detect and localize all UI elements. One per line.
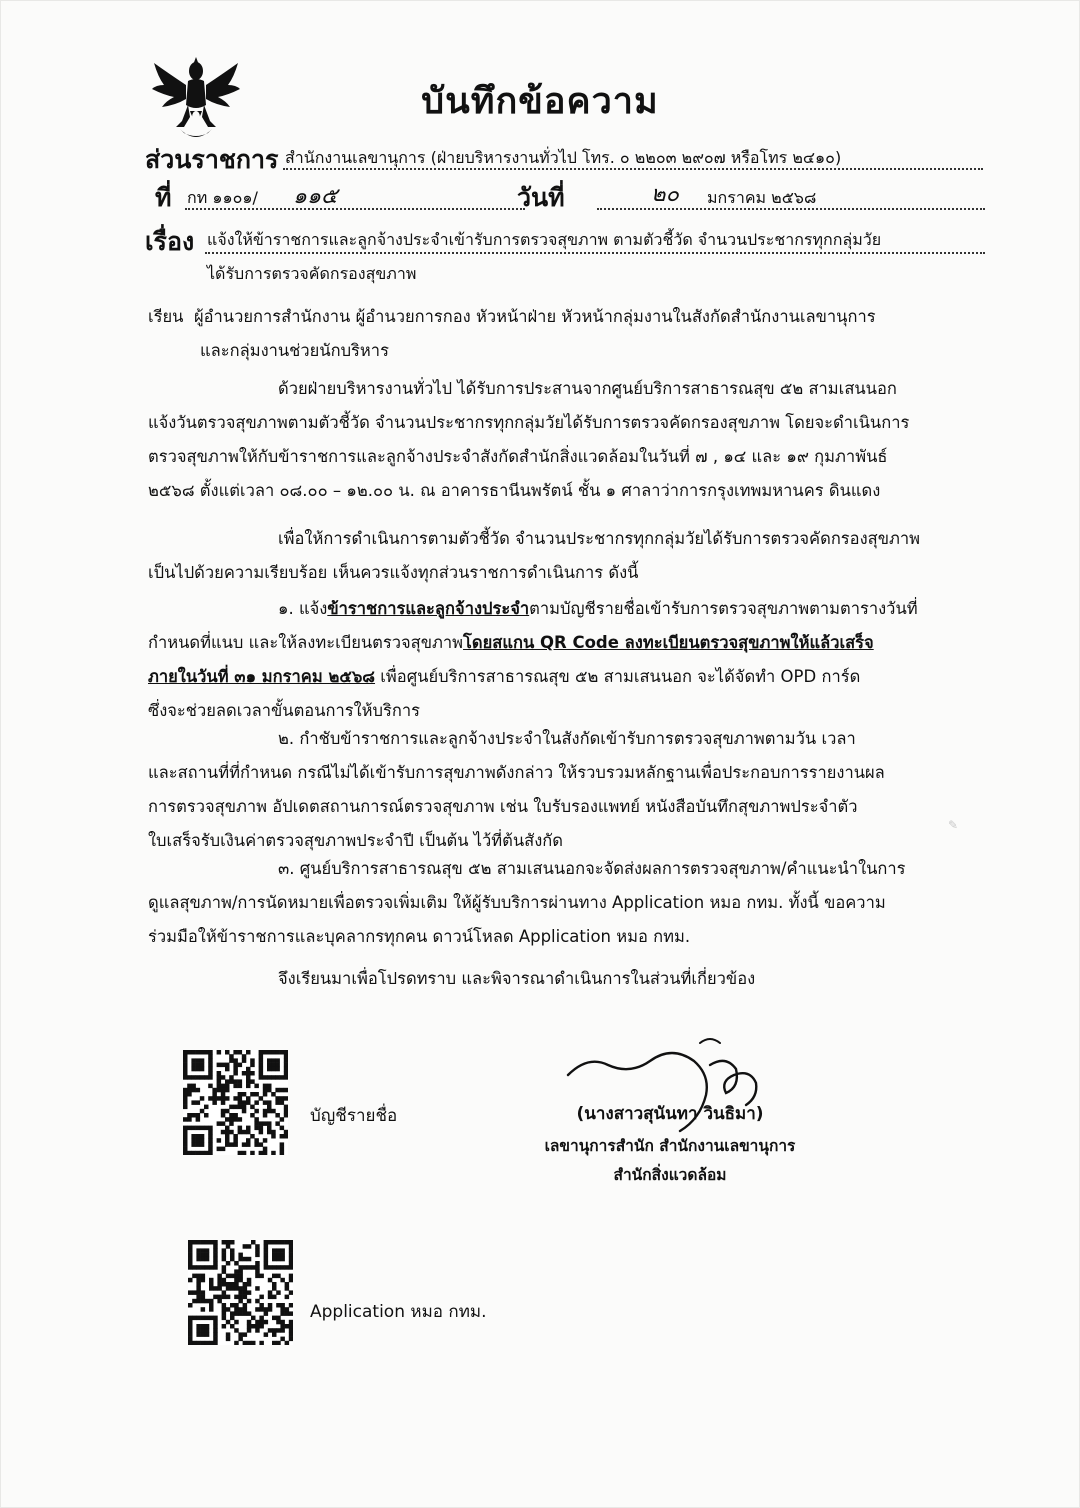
p1-line-3: ตรวจสุขภาพให้กับข้าราชการและลูกจ้างประจำสังกัดสำนักสิ่งแวดล้อมในวันที่ ๗ , ๑๔ และ ๑๙ กุมภาพันธ์ [148,447,888,466]
item1-emphasis-staff: ข้าราชการและลูกจ้างประจำ [327,599,530,618]
paragraph-1 [148,372,978,508]
ref-number-handwritten: ๑๑๕ [293,184,338,209]
item1-rest-1: ตามบัญชีรายชื่อเข้ารับการตรวจสุขภาพตามตารางวันที่ [529,599,918,618]
memo-title: บันทึกข้อความ [421,81,659,122]
item2-line-4: ใบเสร็จรับเงินค่าตรวจสุขภาพประจำปี เป็นต้น ไว้ที่ต้นสังกัด [148,831,564,850]
subject-line-1: แจ้งให้ข้าราชการและลูกจ้างประจำเข้ารับการตรวจสุขภาพ ตามตัวชี้วัด จำนวนประชากรทุกกลุ่มวัย [207,230,882,249]
signatory-name: (นางสาวสุนันทา วินธิมา) [576,1104,764,1124]
qr-pattern [183,1050,288,1155]
paper-mark: ✎ [948,818,959,832]
agency-dotline [283,168,983,170]
ref-date-row [145,178,985,214]
salutation-line-2: และกลุ่มงานช่วยนักบริหาร [200,341,389,360]
salutation [148,300,968,368]
ref-label: ที่ [155,183,172,212]
signatory-position: เลขานุการสำนัก สำนักงานเลขานุการ [544,1137,796,1155]
agency-value: สำนักงานเลขานุการ (ฝ่ายบริหารงานทั่วไป โทร. ๐ ๒๒๐๓ ๒๙๐๗ หรือโทร ๒๔๑๐) [285,148,842,167]
item3-line-2: ดูแลสุขภาพ/การนัดหมายเพื่อตรวจเพิ่มเติม ให้ผู้รับบริการผ่านทาง Application หมอ กทม. ทั้งนี้ ขอความ [148,893,886,912]
p1-line-4: ๒๕๖๘ ตั้งแต่เวลา ๐๘.๐๐ – ๑๒.๐๐ น. ณ อาคารธานีนพรัตน์ ชั้น ๑ ศาลาว่าการกรุงเทพมหานคร ดินแดง [148,481,881,500]
subject-row [145,222,985,292]
qr-code-name-list[interactable] [183,1050,288,1155]
date-dotline [597,208,985,210]
ref-dotline [185,208,525,210]
p2-line-1: เพื่อให้การดำเนินการตามตัวชี้วัด จำนวนประชากรทุกกลุ่มวัยได้รับการตรวจคัดกรองสุขภาพ [278,529,921,548]
date-day-handwritten: ๒๐ [651,182,679,207]
item-2 [148,722,978,858]
qr-label-name-list: บัญชีรายชื่อ [310,1106,398,1126]
item2-line-3: การตรวจสุขภาพ อัปเดตสถานการณ์ตรวจสุขภาพ เช่น ใบรับรองแพทย์ หนังสือบันทึกสุขภาพประจำตัว [148,797,858,816]
qr-code-mor-bkk-app[interactable] [188,1240,293,1345]
subject-dotline [205,252,985,254]
agency-label: ส่วนราชการ [145,145,279,174]
item2-line-2: และสถานที่ที่กำหนด กรณีไม่ได้เข้ารับการสุขภาพดังกล่าว ให้รวบรวมหลักฐานเพื่อประกอบการรายงานผล [148,763,885,782]
p2-line-2: เป็นไปด้วยความเรียบร้อย เห็นควรแจ้งทุกส่วนราชการดำเนินการ ดังนี้ [148,563,639,582]
qr-pattern [188,1240,293,1345]
item1-emphasis-qr: โดยสแกน QR Code ลงทะเบียนตรวจสุขภาพให้แล้วเสร็จ [463,633,874,652]
date-rest: มกราคม ๒๕๖๘ [707,188,817,207]
item3-line-1: ๓. ศูนย์บริการสาธารณสุข ๕๒ สามเสนนอกจะจัดส่งผลการตรวจสุขภาพ/คำแนะนำในการ [278,859,906,878]
item3-line-3: ร่วมมือให้ข้าราชการและบุคลากรทุกคน ดาวน์โหลด Application หมอ กทม. [148,927,691,946]
item1-emphasis-deadline: ภายในวันที่ ๓๑ มกราคม ๒๕๖๘ [148,667,376,686]
salutation-label: เรียน [148,307,184,326]
item2-line-1: ๒. กำชับข้าราชการและลูกจ้างประจำในสังกัดเข้ารับการตรวจสุขภาพตามวัน เวลา [278,729,856,748]
signatory-org: สำนักสิ่งแวดล้อม [613,1166,727,1184]
qr-label-mor-bkk-app: Application หมอ กทม. [310,1302,487,1322]
date-label: วันที่ [517,183,565,212]
item1-prefix: ๑. แจ้ง [278,599,328,618]
item1-line2-start: กำหนดที่แนบ และให้ลงทะเบียนตรวจสุขภาพ [148,633,464,652]
salutation-line-1: ผู้อำนวยการสำนักงาน ผู้อำนวยการกอง หัวหน้าฝ่าย หัวหน้ากลุ่มงานในสังกัดสำนักงานเลขานุการ [193,307,876,326]
closing-line: จึงเรียนมาเพื่อโปรดทราบ และพิจารณาดำเนินการในส่วนที่เกี่ยวข้อง [278,969,756,988]
item1-line-4: ซึ่งจะช่วยลดเวลาขั้นตอนการให้บริการ [148,701,420,720]
item-1 [148,592,978,728]
paragraph-2 [148,522,978,590]
closing [278,962,978,996]
item1-line3-rest: เพื่อศูนย์บริการสาธารณสุข ๕๒ สามเสนนอก จะได้จัดทำ OPD การ์ด [375,667,861,686]
agency-row [145,140,985,176]
p1-line-2: แจ้งวันตรวจสุขภาพตามตัวชี้วัด จำนวนประชากรทุกกลุ่มวัยได้รับการตรวจคัดกรองสุขภาพ โดยจะดำเนินการ [148,413,910,432]
subject-line-2: ได้รับการตรวจคัดกรองสุขภาพ [207,264,417,283]
subject-label: เรื่อง [145,227,195,256]
ref-prefix: กท ๑๑๐๑/ [187,188,258,207]
p1-line-1: ด้วยฝ่ายบริหารงานทั่วไป ได้รับการประสานจากศูนย์บริการสาธารณสุข ๕๒ สามเสนนอก [278,379,897,398]
item-3 [148,852,978,954]
